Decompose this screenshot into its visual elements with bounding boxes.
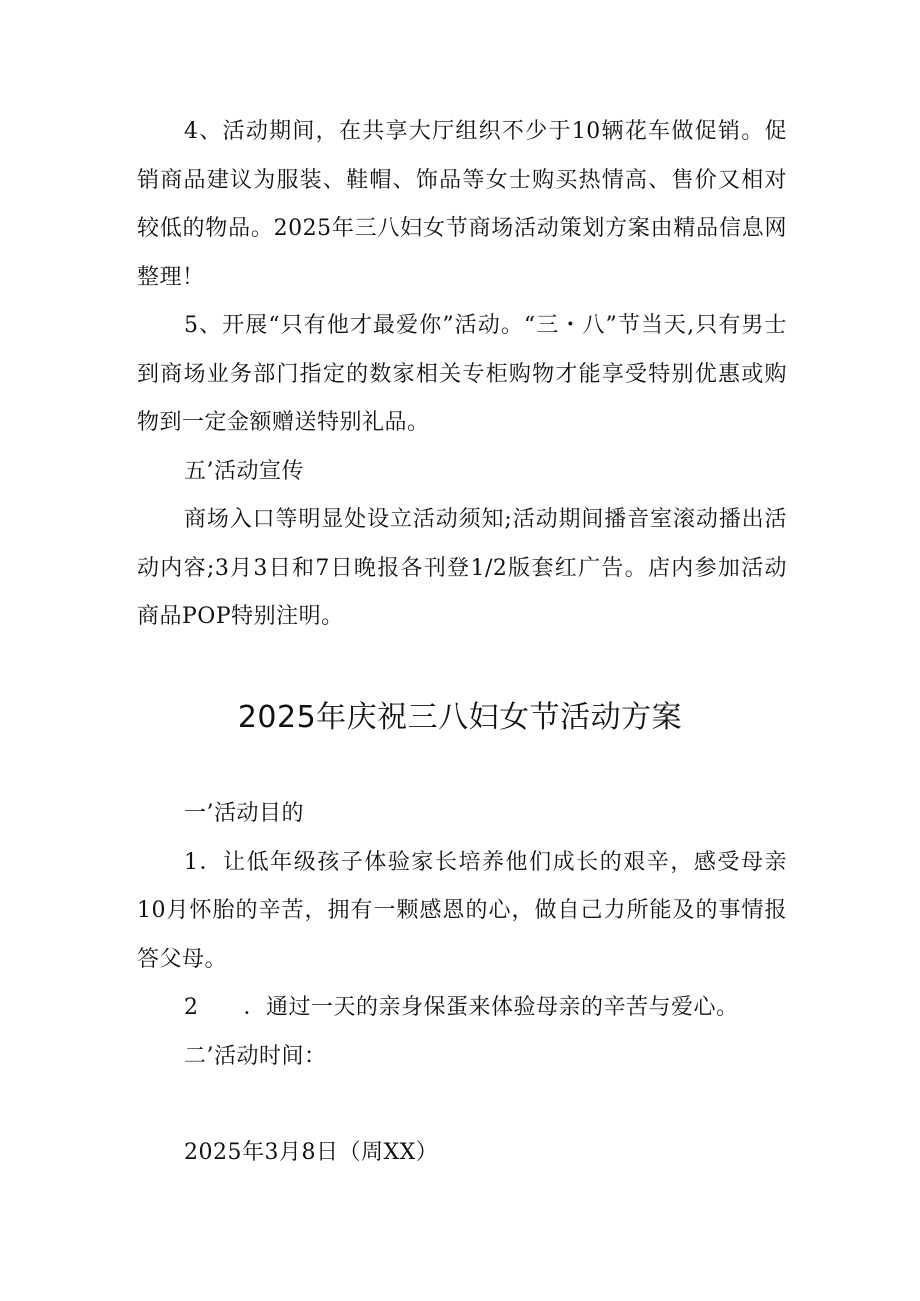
paragraph-publicity: 商场入口等明显处设立活动须知;活动期间播音室滚动播出活动内容;3月3日和7日晚报各刊登1/2版套红广告。店内参加活动商品POP特别注明。 bbox=[137, 507, 787, 629]
paragraph-item-5: 5、开展“只有他才最爱你”活动。“三・八”节当天,只有男士到商场业务部门指定的数家相关专柜购物才能享受特别优惠或购物到一定金额赠送特别礼品。 bbox=[137, 313, 787, 435]
section-heading-purpose: 一’活动目的 bbox=[184, 801, 304, 826]
list-item-1: 1．让低年级孩子体验家长培养他们成长的艰辛，感受母亲10月怀胎的辛苦，拥有一颗感恩的心，做自己力所能及的事情报答父母。 bbox=[137, 849, 787, 972]
paragraph-item-4: 4、活动期间，在共享大厅组织不少于10辆花车做促销。促销商品建议为服装、鞋帽、饰品等女士购买热情高、售价又相对较低的物品。2025年三八妇女节商场活动策划方案由精品信息网整理！ bbox=[137, 119, 787, 290]
list-item-2 bbox=[137, 984, 787, 1033]
event-date: 2025年3月8日（周XX） bbox=[184, 1140, 439, 1165]
list-item-2-text: ．通过一天的亲身保蛋来体验母亲的辛苦与爱心。 bbox=[243, 995, 739, 1020]
page-title: 2025年庆祝三八妇女节活动方案 bbox=[237, 700, 683, 735]
document-body-part2 bbox=[137, 790, 787, 1178]
section-heading-time: 二’活动时间： bbox=[184, 1043, 327, 1069]
section-heading-publicity: 五’活动宣传 bbox=[184, 458, 304, 484]
list-item-2-number: 2 bbox=[184, 995, 199, 1020]
document-body-part1 bbox=[137, 108, 787, 642]
